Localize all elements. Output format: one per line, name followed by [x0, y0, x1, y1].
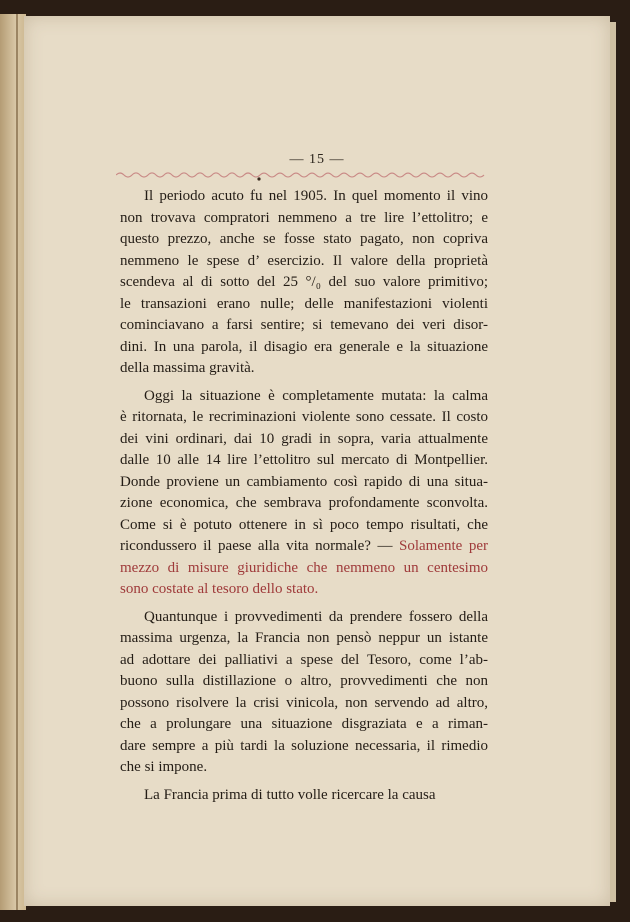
body-text [120, 186, 488, 806]
text-line: nemmeno le spese d’ esercizio. Il valore della proprietà [120, 252, 488, 269]
book-page [24, 16, 610, 906]
text-line: Quantunque i provvedimenti da prendere fossero della [144, 608, 488, 625]
text-line: ad adottare dei palliativi a spese del Tesoro, come l’ab- [120, 651, 488, 668]
paragraph-4 [120, 785, 488, 807]
text-line: buono sulla distillazione o altro, provvedimenti che non [120, 673, 488, 689]
text-line-mixed [120, 536, 488, 558]
wavy-divider-ornament [116, 168, 486, 182]
text-line: che si impone. [120, 759, 208, 775]
previous-page-edge [0, 14, 26, 910]
paragraph-3 [120, 607, 488, 779]
page-number: — 15 — [289, 152, 345, 167]
red-highlighted-text: Solamente per [398, 538, 488, 554]
text-line: La Francia prima di tutto volle ricercare la causa [144, 786, 436, 803]
red-highlighted-text: sono costate al tesoro dello stato. [120, 581, 319, 597]
text-line: massima urgenza, la Francia non pensò neppur un istante [120, 630, 488, 646]
text-line: cominciavano a farsi sentire; si temevano dei veri disor- [120, 317, 488, 333]
paragraph-1 [120, 186, 488, 380]
text-line: Il periodo acuto fu nel 1905. In quel momento il vino [144, 188, 488, 204]
text-line: della massima gravità. [120, 360, 255, 376]
binding-fold [16, 14, 18, 910]
text-line: zione economica, che sembrava profondamente sconvolta. [120, 495, 488, 511]
text-line: possono risolvere la crisi vinicola, non servendo ad altro, [120, 694, 488, 711]
red-highlighted-text: mezzo di misure giuridiche che nemmeno un centesimo [120, 559, 488, 576]
text-line: dini. In una parola, il disagio era generale e la situazione [120, 338, 488, 355]
text-line: che a prolungare una situazione disgraziata e a riman- [120, 716, 488, 732]
text-line: è ritornata, le recriminazioni violente sono cessate. Il costo [120, 409, 488, 425]
text-line: non trovava compratori nemmeno a tre lire l’ettolitro; e [120, 209, 488, 226]
page-edge-strip [610, 22, 616, 902]
text-line: dei vini ordinari, dai 10 gradi in sopra, varia attualmente [120, 430, 488, 447]
text-line: Donde proviene un cambiamento così rapido di una situa- [120, 473, 488, 490]
text-line: questo prezzo, anche se fosse stato pagato, non copriva [120, 231, 488, 247]
text-line: dare sempre a più tardi la soluzione necessaria, il rimedio [120, 737, 488, 754]
text-line: Come si è potuto ottenere in sì poco tempo risultati, che [120, 516, 488, 533]
text-line: scendeva al di sotto del 25 °/₀ del suo valore primitivo; [120, 274, 488, 290]
text-line: Oggi la situazione è completamente mutata: la calma [144, 387, 488, 404]
text-segment: ricondussero il paese alla vita normale? — [120, 538, 399, 554]
text-line: le transazioni erano nulle; delle manifestazioni violenti [120, 295, 488, 312]
text-line: dalle 10 alle 14 lire l’ettolitro sul mercato di Montpellier. [120, 452, 488, 468]
paragraph-2 [120, 386, 488, 601]
